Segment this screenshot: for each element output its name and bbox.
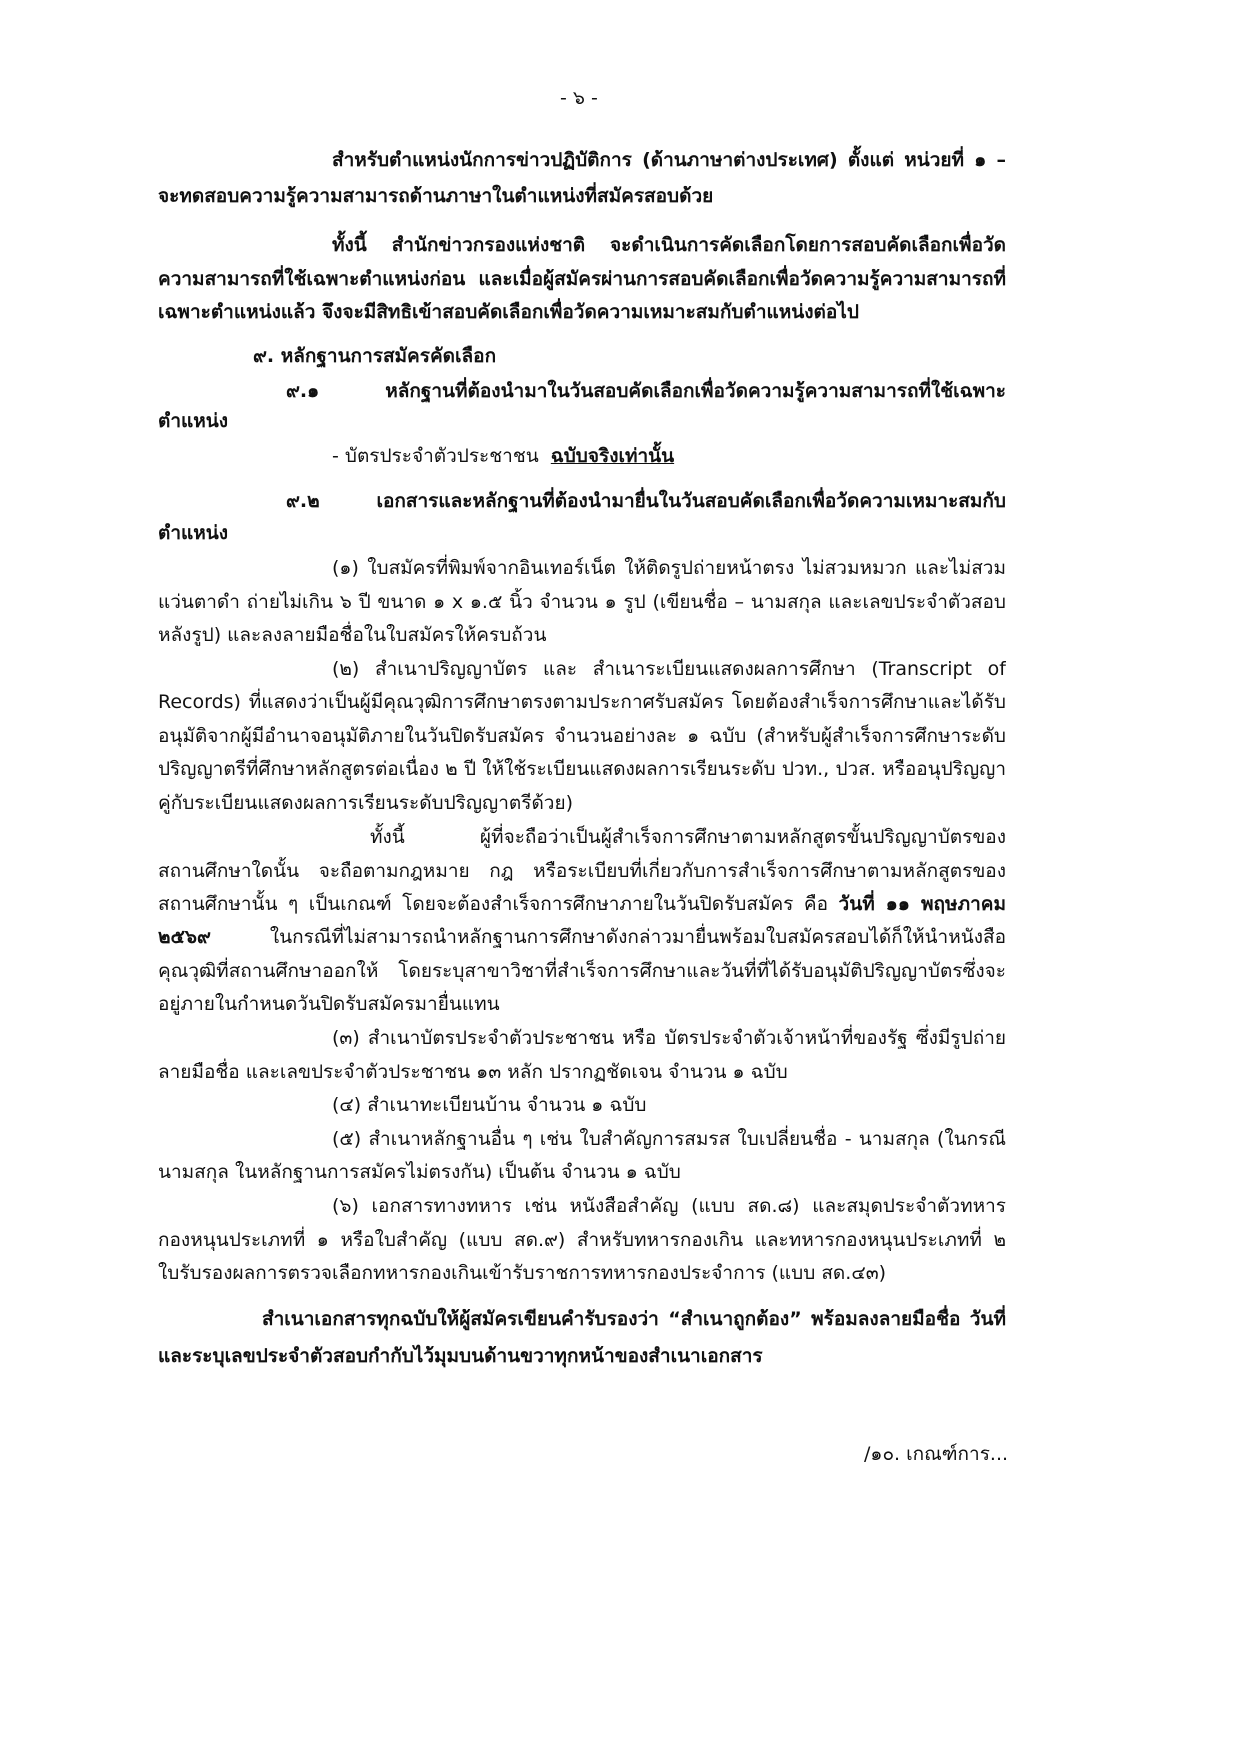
intro-line-1: สำหรับตำแหน่งนักการข่าวปฏิบัติการ (ด้านภาษาต่างประเทศ) ตั้งแต่ หน่วยที่ ๑ – (332, 149, 1006, 171)
notice-line-3: เฉพาะตำแหน่งแล้ว จึงจะมีสิทธิเข้าสอบคัดเลือกเพื่อวัดความเหมาะสมกับตำแหน่งต่อไป (158, 301, 859, 323)
section-9-1-line-1: ๙.๑ หลักฐานที่ต้องนำมาในวันสอบคัดเลือกเพื่อวัดความรู้ความสามารถที่ใช้เฉพาะ (286, 380, 1006, 402)
item-3-line-1: (๓) สำเนาบัตรประจำตัวประชาชน หรือ บัตรประจำตัวเจ้าหน้าที่ของรัฐ ซึ่งมีรูปถ่าย (332, 1027, 1006, 1049)
item-2-note-line-6: อยู่ภายในกำหนดวันปิดรับสมัครมายื่นแทน (158, 993, 500, 1015)
item-1-line-3: หลังรูป) และลงลายมือชื่อในใบสมัครให้ครบถ้วน (158, 624, 547, 646)
deadline-rest: ในกรณีที่ไม่สามารถนำหลักฐานการศึกษาดังกล่าวมายื่นพร้อมใบสมัครสอบได้ก็ให้นำหนังสือ (269, 926, 1006, 948)
item-2-note-line-2: สถานศึกษาใดนั้น จะถือตามกฎหมาย กฎ หรือระเบียบที่เกี่ยวกับการสำเร็จการศึกษาตามหลักสูตรของ (158, 860, 1006, 882)
item-2-line-2: Records) ที่แสดงว่าเป็นผู้มีคุณวุฒิการศึกษาตรงตามประกาศรับสมัคร โดยต้องสำเร็จการศึกษาและได้รับ (158, 691, 1006, 713)
deadline-prefix: สถานศึกษานั้น ๆ เป็นเกณฑ์ โดยจะต้องสำเร็จการศึกษาภายในวันปิดรับสมัคร คือ (158, 893, 829, 915)
page-number: - ๖ - (560, 87, 598, 109)
item-2-note-line-3 (158, 888, 1006, 920)
closing-line-1: สำเนาเอกสารทุกฉบับให้ผู้สมัครเขียนคำรับรองว่า “สำเนาถูกต้อง” พร้อมลงลายมือชื่อ วันที่ (262, 1308, 1006, 1330)
item-2-line-1: (๒) สำเนาปริญญาบัตร และ สำเนาระเบียนแสดงผลการศึกษา (Transcript of (332, 658, 1006, 680)
section-9-1-line-2: ตำแหน่ง (158, 410, 229, 432)
item-1-line-1: (๑) ใบสมัครที่พิมพ์จากอินเทอร์เน็ต ให้ติดรูปถ่ายหน้าตรง ไม่สวมหมวก และไม่สวม (332, 557, 1006, 579)
notice-line-2: ความสามารถที่ใช้เฉพาะตำแหน่งก่อน และเมื่อผู้สมัครผ่านการสอบคัดเลือกเพื่อวัดความรู้ความสามารถที่ (158, 268, 1006, 290)
original-only-label: ฉบับจริงเท่านั้น (550, 445, 675, 467)
section-9-2-line-2: ตำแหน่ง (158, 522, 229, 544)
section-9-1-item (332, 440, 674, 472)
item-2-note-line-1: ทั้งนี้ ผู้ที่จะถือว่าเป็นผู้สำเร็จการศึกษาตามหลักสูตรขั้นปริญญาบัตรของ (370, 826, 1006, 848)
item-2-line-3: อนุมัติจากผู้มีอำนาจอนุมัติภายในวันปิดรับสมัคร จำนวนอย่างละ ๑ ฉบับ (สำหรับผู้สำเร็จการศึกษาระดับ (158, 725, 1006, 747)
closing-line-2: และระบุเลขประจำตัวสอบกำกับไว้มุมบนด้านขวาทุกหน้าของสำเนาเอกสาร (158, 1345, 763, 1367)
item-4-line-1: (๔) สำเนาทะเบียนบ้าน จำนวน ๑ ฉบับ (332, 1094, 647, 1116)
section-9-2-line-1: ๙.๒ เอกสารและหลักฐานที่ต้องนำมายื่นในวันสอบคัดเลือกเพื่อวัดความเหมาะสมกับ (286, 490, 1006, 512)
item-1-line-2: แว่นตาดำ ถ่ายไม่เกิน ๖ ปี ขนาด ๑ x ๑.๕ นิ้ว จำนวน ๑ รูป (เขียนชื่อ – นามสกุล และเลขประจำตัวสอบ (158, 591, 1006, 613)
item-5-line-2: นามสกุล ในหลักฐานการสมัครไม่ตรงกัน) เป็นต้น จำนวน ๑ ฉบับ (158, 1161, 681, 1183)
continuation-text: /๑๐. เกณฑ์การ... (864, 1443, 1009, 1465)
deadline-year: ๒๕๖๙ (158, 926, 211, 948)
section-9-heading: ๙. หลักฐานการสมัครคัดเลือก (253, 345, 497, 367)
id-card-label: - บัตรประจำตัวประชาชน (332, 445, 539, 467)
item-2-line-4: ปริญญาตรีที่ศึกษาหลักสูตรต่อเนื่อง ๒ ปี ให้ใช้ระเบียนแสดงผลการเรียนระดับ ปวท., ปวส. หรืออนุปริญญา (158, 758, 1006, 780)
item-5-line-1: (๕) สำเนาหลักฐานอื่น ๆ เช่น ใบสำคัญการสมรส ใบเปลี่ยนชื่อ - นามสกุล (ในกรณี (332, 1128, 1006, 1150)
item-2-note-line-5: คุณวุฒิที่สถานศึกษาออกให้ โดยระบุสาขาวิชาที่สำเร็จการศึกษาและวันที่ที่ได้รับอนุมัติปริญญาบัตรซึ่งจะ (158, 960, 1006, 982)
deadline-date: วันที่ ๑๑ พฤษภาคม (838, 893, 1006, 915)
item-2-line-5: คู่กับระเบียนแสดงผลการเรียนระดับปริญญาตรีด้วย) (158, 792, 574, 814)
item-6-line-1: (๖) เอกสารทางทหาร เช่น หนังสือสำคัญ (แบบ สด.๘) และสมุดประจำตัวทหาร (332, 1195, 1006, 1217)
intro-line-2: จะทดสอบความรู้ความสามารถด้านภาษาในตำแหน่งที่สมัครสอบด้วย (158, 185, 714, 207)
item-3-line-2: ลายมือชื่อ และเลขประจำตัวประชาชน ๑๓ หลัก ปรากฏชัดเจน จำนวน ๑ ฉบับ (158, 1061, 788, 1083)
notice-line-1: ทั้งนี้ สำนักข่าวกรองแห่งชาติ จะดำเนินการคัดเลือกโดยการสอบคัดเลือกเพื่อวัด (332, 234, 1006, 256)
item-6-line-3: ใบรับรองผลการตรวจเลือกทหารกองเกินเข้ารับราชการทหารกองประจำการ (แบบ สด.๔๓) (158, 1262, 887, 1284)
item-6-line-2: กองหนุนประเภทที่ ๑ หรือใบสำคัญ (แบบ สด.๙) สำหรับทหารกองเกิน และทหารกองหนุนประเภทที่ ๒ (158, 1229, 1006, 1251)
item-2-note-line-4 (158, 921, 1006, 953)
